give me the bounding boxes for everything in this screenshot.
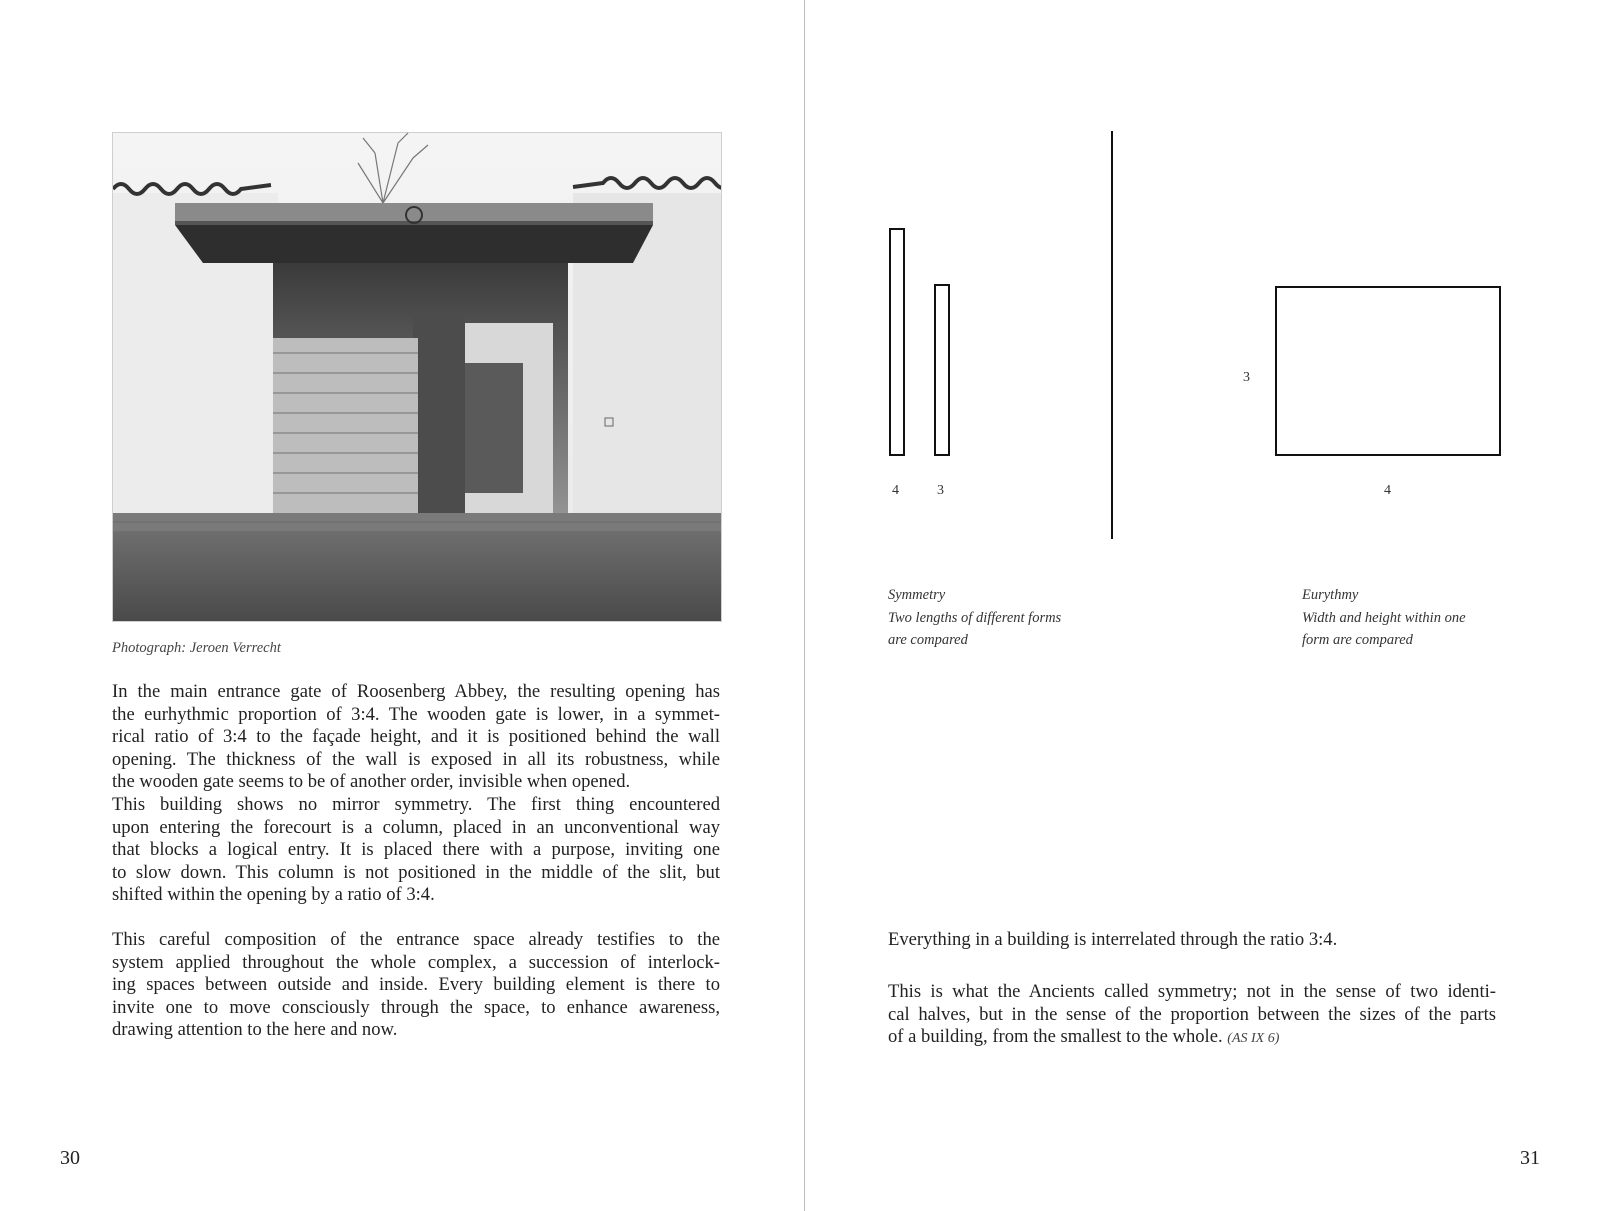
eurythmy-width-label: 4: [1384, 483, 1391, 498]
text-line: ing spaces between outside and inside. Every building element is there to: [112, 974, 720, 996]
right-paragraph-2: [888, 981, 1496, 1051]
caption-line: are compared: [888, 632, 968, 648]
symmetry-tall-bar: [890, 229, 904, 455]
text-line-content: of a building, from the smallest to the whole.: [888, 1026, 1223, 1048]
eurythmy-caption: [1302, 584, 1466, 652]
text-line: rical ratio of 3:4 to the façade height, and it is positioned behind the wall: [112, 726, 720, 748]
eurythmy-height-label: 3: [1243, 370, 1250, 385]
symmetry-short-bar: [935, 285, 949, 455]
text-line: cal halves, but in the sense of the proportion between the sizes of the parts: [888, 1003, 1496, 1025]
text-line: upon entering the forecourt is a column, placed in an unconventional way: [112, 816, 720, 838]
symmetry-label-4: 4: [892, 483, 899, 498]
text-line: to slow down. This column is not positioned in the middle of the slit, but: [112, 861, 720, 883]
caption-line: Width and height within one: [1302, 609, 1466, 626]
left-paragraph-1: [112, 681, 720, 907]
page-number-right: 31: [1520, 1147, 1540, 1169]
text-line: shifted within the opening by a ratio of 3:4.: [112, 884, 435, 906]
caption-line: Eurythmy: [1302, 587, 1359, 603]
right-paragraph-1: [888, 929, 1496, 952]
page-gutter: [804, 0, 805, 1211]
abbey-entrance-photo: [112, 132, 722, 622]
text-line: system applied throughout the whole complex, a succession of interlock-: [112, 951, 720, 973]
page-number-left: 30: [60, 1147, 80, 1169]
text-line: This careful composition of the entrance space already testifies to the: [112, 929, 720, 950]
proportion-diagram: [860, 125, 1520, 545]
text-line: opening. The thickness of the wall is exposed in all its robustness, while: [112, 748, 720, 770]
text-line: This is what the Ancients called symmetry; not in the sense of two identi-: [888, 981, 1496, 1002]
text-line: This building shows no mirror symmetry. The first thing encountered: [112, 793, 720, 815]
text-line: that blocks a logical entry. It is placed there with a purpose, inviting one: [112, 839, 720, 861]
text-line: Everything in a building is interrelated through the ratio 3:4.: [888, 929, 1338, 950]
text-line: In the main entrance gate of Roosenberg Abbey, the resulting opening has: [112, 681, 720, 702]
symmetry-caption: [888, 584, 1061, 652]
text-line: drawing attention to the here and now.: [112, 1019, 398, 1041]
caption-line: Two lengths of different forms: [888, 609, 1062, 626]
caption-line: Symmetry: [888, 587, 946, 603]
text-line: the eurhythmic proportion of 3:4. The wooden gate is lower, in a symmet-: [112, 703, 720, 725]
text-line: invite one to move consciously through the space, to enhance awareness,: [112, 996, 720, 1018]
citation: (AS IX 6): [1227, 1031, 1280, 1047]
eurythmy-rectangle: [1276, 287, 1500, 455]
symmetry-label-3: 3: [937, 483, 944, 498]
photo-caption: Photograph: Jeroen Verrecht: [112, 640, 281, 656]
text-line: the wooden gate seems to be of another order, invisible when opened.: [112, 771, 631, 793]
text-line: [888, 1026, 1496, 1051]
left-paragraph-2: [112, 929, 720, 1042]
caption-line: form are compared: [1302, 632, 1413, 648]
